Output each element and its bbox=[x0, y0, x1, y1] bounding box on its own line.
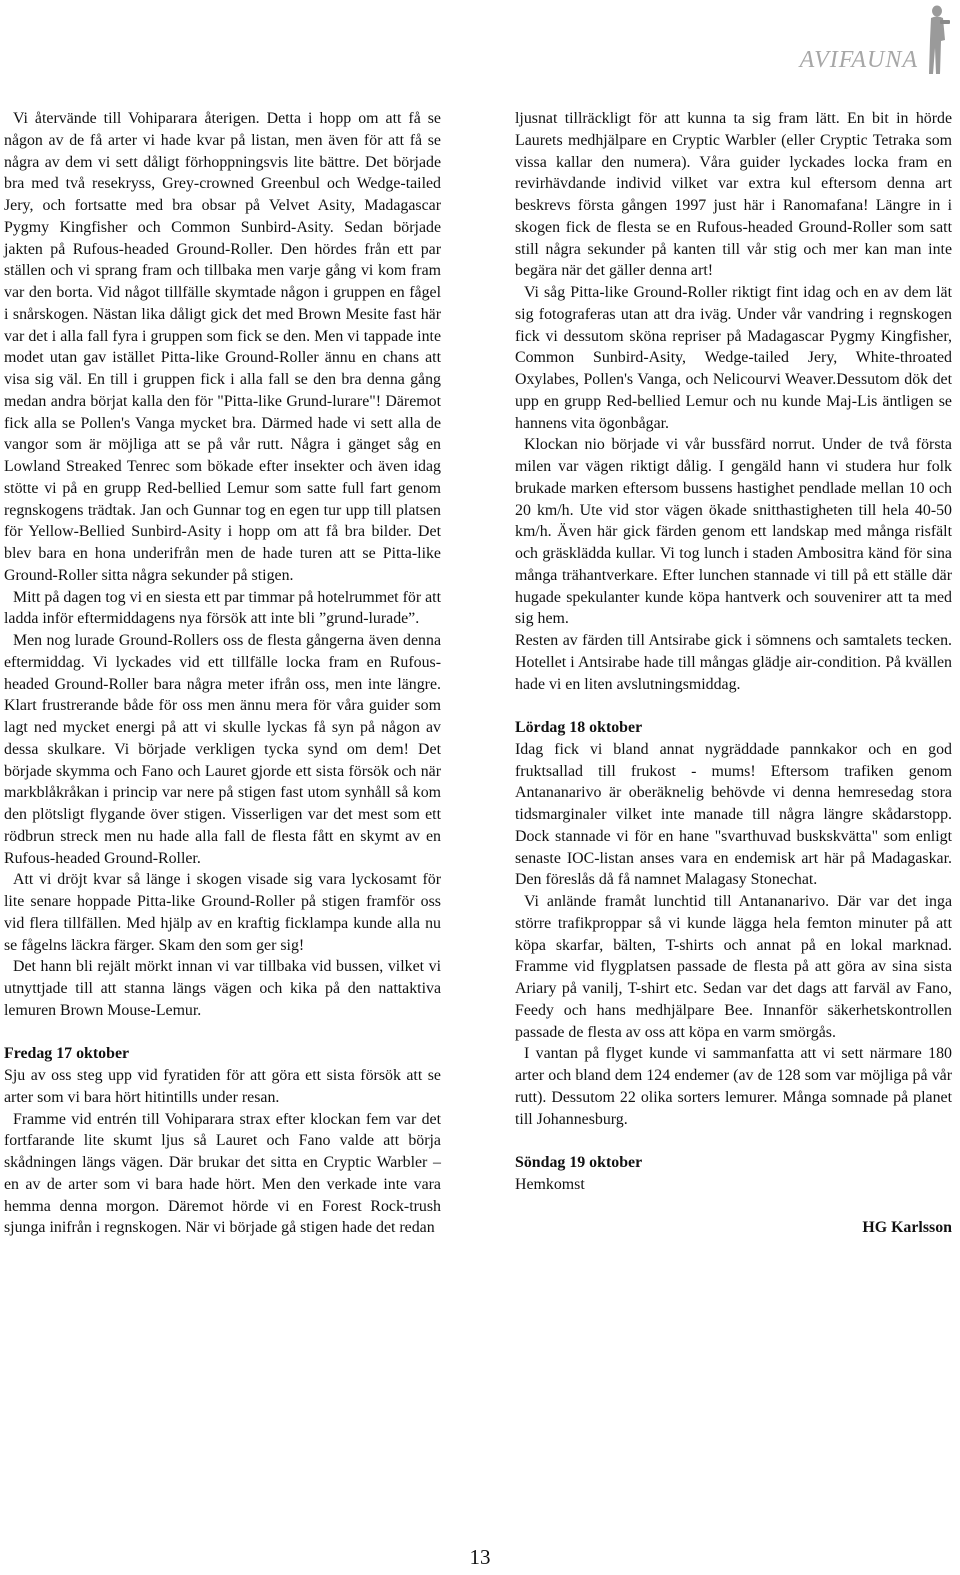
bird-watcher-silhouette-icon bbox=[920, 4, 952, 76]
paragraph: Vi såg Pitta-like Ground-Roller riktigt fint idag och en av dem lät sig fotograferas utan att dra iväg. Under vår vandring i regnskogen fick vi dessutom sköna repriser på Madagascar Pygmy Kingfisher, Common Sunbird-Asity, Wedge-tailed Jery, White-throated Oxylabes, Pollen's Vanga, och Nelicourvi Weaver.Dessutom dök det upp en grupp Red-bellied Lemur och nu kunde Maj-Lis äntligen se hannens vita ögonbågar. bbox=[515, 284, 952, 432]
paragraph: Hemkomst bbox=[515, 1175, 585, 1193]
logo-wordmark: AVIFAUNA bbox=[799, 47, 918, 73]
paragraph: Att vi dröjt kvar så länge i skogen visade sig vara lyckosamt för lite senare hoppade Pitta-like Ground-Roller på stigen framför oss vid flera tillfällen. Med hjälp av en kraftig ficklampa kunde alla nu se fågelns läckra färger. Skam den som ger sig! bbox=[4, 871, 441, 954]
paragraph: ljusnat tillräckligt för att kunna ta sig fram lätt. En bit in hörde Laurets medhjälpare en Cryptic Warbler (eller Cryptic Tetraka som vissa kallar den numera). Våra guider lyckades locka fram en revirhävdande individ vilket var extra kul eftersom denna art beskrevs första gången 1997 just här i Ranomafana! Längre in i skogen fick de flesta se en Rufous-headed Ground-Roller som satt still några sekunder på kanten till vår stig och mer kan man inte begära när det gäller denna art! bbox=[515, 110, 952, 280]
paragraph: I vantan på flyget kunde vi sammanfatta att vi sett närmare 180 arter och bland dem 124 endemer (av de 128 som var möjliga på vår rutt). Dessutom 22 olika sorters lemurer. Många somnade på planet till Johannesburg. bbox=[515, 1045, 952, 1128]
section-heading-lordag: Lördag 18 oktober bbox=[515, 719, 643, 736]
paragraph: Resten av färden till Antsirabe gick i sömnens och samtalets tecken. Hotellet i Antsirabe hade till mångas glädje air-condition. På kvällen hade vi en liten avslutningsmiddag. bbox=[515, 632, 952, 693]
paragraph: Mitt på dagen tog vi en siesta ett par timmar på hotelrummet för att ladda inför eftermiddagens nya försök att inte bli ”grund-lurade”. bbox=[4, 588, 441, 628]
paragraph: Klockan nio började vi vår bussfärd norrut. Under de två första milen var vägen riktigt dålig. I gengäld hann vi studera hur folk brukade marken eftersom bussens hastighet pendlade mellan 10 och 20 km/h. Ute vid stor vägen ökade snitthastigheten till hela 40-50 km/h. Även här gick färden genom ett landskap med många risfält och gräsklädda kullar. Vi tog lunch i staden Ambositra känd för sina många trähantverkare. Efter lunchen stannade vi till på ett ställe där hugade spekulanter kunde köpa hantverk och souvenirer att ta med sig hem. bbox=[515, 436, 952, 628]
paragraph: Men nog lurade Ground-Rollers oss de flesta gångerna även denna eftermiddag. Vi lyckades vid ett tillfälle locka fram en Rufous-headed Ground-Roller bara några meter ifrån oss, men inte längre. Klart frustrerande både för oss men ännu mera för våra guider som lagt ned mycket energi på att vi skulle lyckas få syn på någon av dessa skulkare. Vi började verkligen tycka synd om dem! Det började skymma och Fano och Lauret gjorde ett sista försök och när markblåkråkan i princip var nere på stigen fast utom synhåll så kom den plötsligt flygande över stigen. Visserligen var det mest som ett rödbrun streck men nu hade alla fall de flesta fått en skymt av en Rufous-headed Ground-Roller. bbox=[4, 632, 441, 867]
paragraph: Framme vid entrén till Vohiparara strax efter klockan fem var det fortfarande lite skumt ljus så Lauret och Fano valde att börja skådningen längs vägen. Där brukar det sitta en Cryptic Warbler – en av de arter som vi bara hade hört. Men den verkade inte vara hemma denna morgon. Däremot hörde vi en Forest Rock-trush sjunga inifrån i regnskogen. När vi började gå stigen hade det redan bbox=[4, 1110, 441, 1237]
section-heading-fredag: Fredag 17 oktober bbox=[4, 1045, 130, 1063]
right-column bbox=[515, 108, 952, 1239]
section-heading-sondag: Söndag 19 oktober bbox=[515, 1154, 643, 1171]
avifauna-logo bbox=[782, 4, 952, 76]
paragraph: Sju av oss steg upp vid fyratiden för att göra ett sista försök att se arter som vi bara hört hitintills under resan. bbox=[4, 1067, 441, 1106]
paragraph: Vi anlände framåt lunchtid till Antananarivo. Där var det inga större trafikproppar så vi kunde lägga hela femton minuter på att köpa skarfar, bälten, T-shirts och annat på en lokal marknad. Framme vid flygplatsen passade de flesta på att göra av sina sista Ariary på vanilj, T-shirt etc. Sedan var det dags att farväl av Fano, Feedy och hans medhjälpare Bee. Innanför säkerhetskontrollen passade de flesta av oss att köpa en varm smörgås. bbox=[515, 893, 952, 1041]
paragraph: Idag fick vi bland annat nygräddade pannkakor och en god fruktsallad till frukost - mums! Eftersom trafiken genom Antananarivo är oberäknelig behövde vi denna hemresedag stora tidsmarginaler vilket inte manade till några längre skådarstopp. Dock stannade vi för en hane "svarthuvad buskskvätta" som enligt senaste IOC-listan anses vara en endemisk art här på Madagaskar. Den föreslås då få namnet Malagasy Stonechat. bbox=[515, 740, 952, 889]
author-signature: HG Karlsson bbox=[862, 1219, 952, 1237]
paragraph: Det hann bli rejält mörkt innan vi var tillbaka vid bussen, vilket vi utnyttjade till att stanna längs vägen och kika på den nattaktiva lemuren Brown Mouse-Lemur. bbox=[4, 958, 441, 1019]
left-column bbox=[4, 108, 441, 1239]
page-number: 13 bbox=[469, 1545, 491, 1569]
paragraph: Vi återvände till Vohiparara återigen. Detta i hopp om att få se någon av de få arter vi hade kvar på listan, men även för att få se några av dem vi sett dåligt förhoppningsvis lite bättre. Det började bra med två resekryss, Grey-crowned Greenbul och Wedge-tailed Jery, och fortsatte med bra obsar på Velvet Asity, Madagascar Pygmy Kingfisher och Common Sunbird-Asity. Sedan började jakten på Rufous-headed Ground-Roller. Den hördes från ett par ställen och vi sprang fram och tillbaka men varje gång vi kom fram var den borta. Vid något tillfälle skymtade någon i gruppen en fågel i snårskogen. Nästan lika dåligt gick det med Brown Mesite fast här var det i alla fall fyra i gruppen som fick se den. Men vi tappade inte modet utan gav istället Pitta-like Ground-Roller ännu en chans att visa sig väl. En till i gruppen fick i alla fall se den bra denna gång medan andra börjat kalla den för "Pitta-like Grund-lurare"! Däremot fick alla se Pollen's Vanga mycket bra. Därmed hade vi sett alla de vangor som är möjliga att se på vår rutt. Några i gänget såg en Lowland Streaked Tenrec som bökade efter insekter och även idag stötte vi på en grupp Red-bellied Lemur som satte full fart genom regnskogens trädtak. Jan och Gunnar tog en egen tur upp till platsen för Yellow-Bellied Sunbird-Asity i hopp om att få bra bilder. Det blev bara en hona underifrån men de hade turen att se Pitta-like Ground-Roller sitta några sekunder på stigen. bbox=[4, 110, 441, 584]
